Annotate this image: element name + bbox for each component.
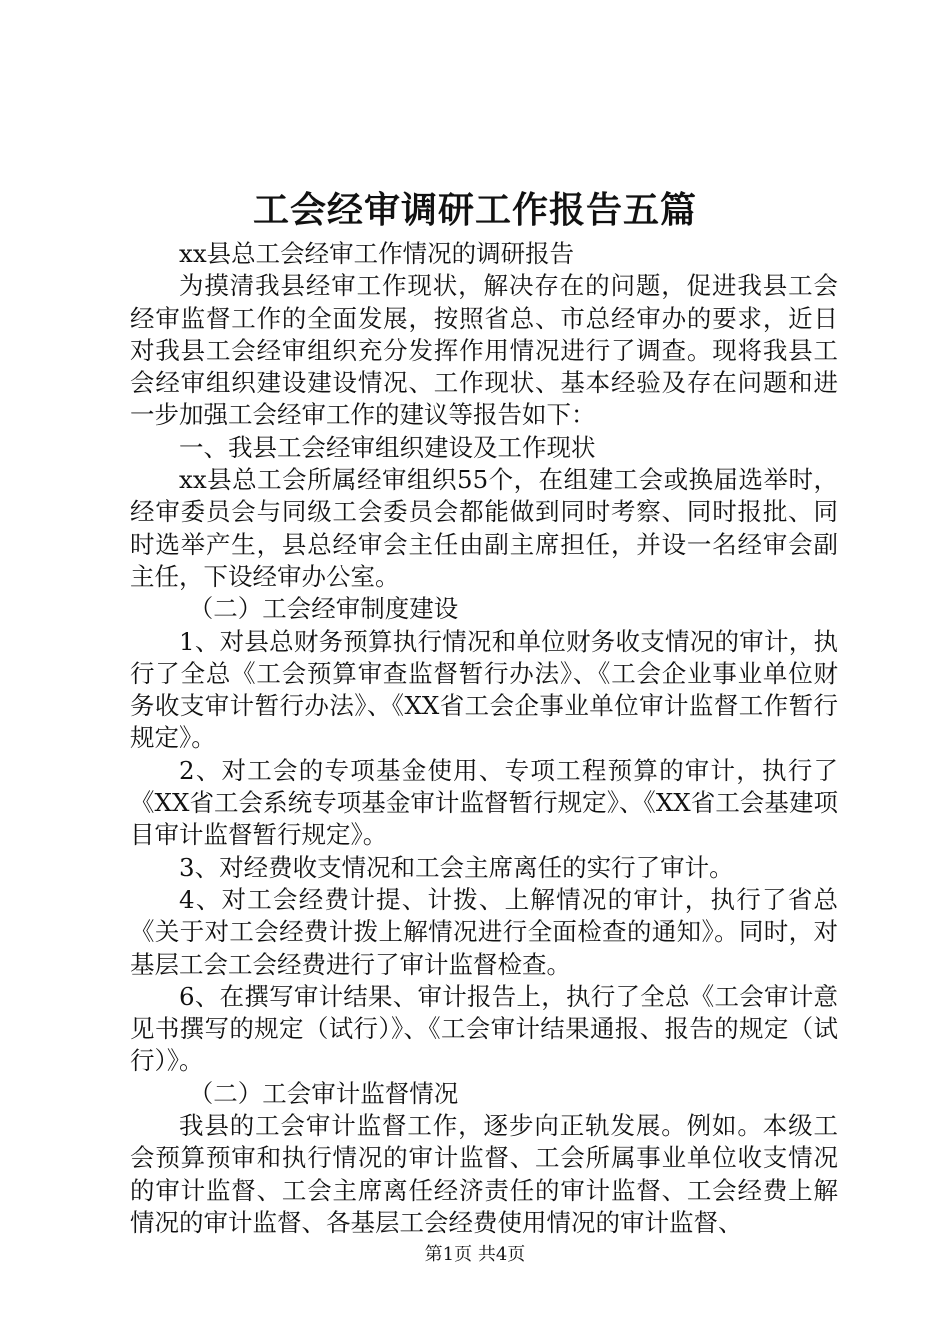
list-item-2: 2、对工会的专项基金使用、专项工程预算的审计，执行了《XX省工会系统专项基金审计监督暂行规定》、《XX省工会基建项目审计监督暂行规定》。 — [130, 755, 838, 850]
list-item-6: 6、在撰写审计结果、审计报告上，执行了全总《工会审计意见书撰写的规定（试行）》、《工会审计结果通报、报告的规定（试行）》。 — [130, 981, 838, 1076]
section-heading-3: （二）工会审计监督情况 — [188, 1078, 459, 1108]
section-heading-1: 一、我县工会经审组织建设及工作现状 — [179, 432, 596, 462]
audit-supervision-paragraph: 我县的工会审计监督工作，逐步向正轨发展。例如。本级工会预算预审和执行情况的审计监督、工会所属事业单位收支情况的审计监督、工会主席离任经济责任的审计监督、工会经费上解情况的审计监督、各基层工会经费使用情况的审计监督、 — [130, 1111, 838, 1237]
page-number-footer: 第1页 共4页 — [424, 1244, 526, 1265]
list-item-4: 4、对工会经费计提、计拨、上解情况的审计，执行了省总《关于对工会经费计拨上解情况进行全面检查的通知》。同时，对基层工会工会经费进行了审计监督检查。 — [130, 884, 838, 979]
document-title: 工会经审调研工作报告五篇 — [252, 189, 697, 231]
section-heading-2: （二）工会经审制度建设 — [188, 594, 459, 624]
list-item-1: 1、对县总财务预算执行情况和单位财务收支情况的审计，执行了全总《工会预算审查监督暂行办法》、《工会企业事业单位财务收支审计暂行办法》、《XX省工会企事业单位审计监督工作暂行规定》。 — [130, 626, 838, 753]
report-subtitle: xx县总工会经审工作情况的调研报告 — [179, 239, 575, 268]
intro-paragraph: 为摸清我县经审工作现状，解决存在的问题，促进我县工会经审监督工作的全面发展，按照省总、市总经审办的要求，近日对我县工会经审组织充分发挥作用情况进行了调查。现将我县工会经审组织建设建设情况、工作现状、基本经验及存在问题和进一步加强工会经审工作的建议等报告如下： — [130, 271, 838, 430]
list-item-3: 3、对经费收支情况和工会主席离任的实行了审计。 — [179, 852, 734, 882]
document-body — [130, 238, 838, 1239]
organization-paragraph: xx县总工会所属经审组织55个，在组建工会或换届选举时，经审委员会与同级工会委员会都能做到同时考察、同时报批、同时选举产生，县总经审会主任由副主席担任，并设一名经审会副主任，下设经审办公室。 — [130, 465, 838, 591]
